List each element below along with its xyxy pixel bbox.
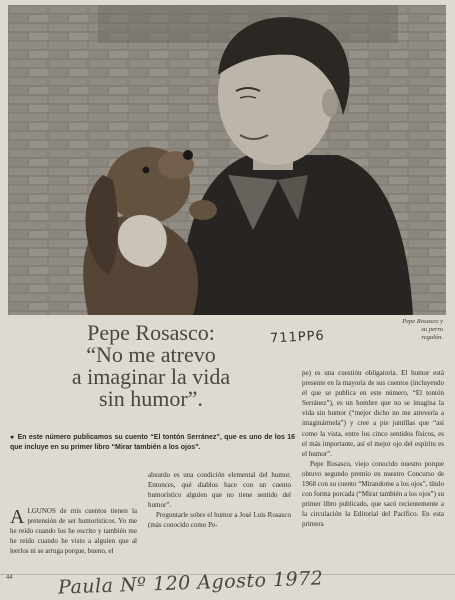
article-headline	[20, 322, 282, 410]
caption-line-3: regalón.	[421, 334, 443, 341]
intro-text: En este número publicamos su cuento “El tontón Serránez”, que es uno de los 16 que incluye en su primer libro “Mirar también a los ojos”.	[10, 434, 295, 451]
page-number: 44	[6, 575, 13, 581]
column-3-paragraph-2: Pepe Rosasco, viejo conocido nuestro porque obtuvo segundo premio en nuestro Concurso de 1968 con su cuento “Mirandome a los ojos”, título con forma porcada (“Mirar también a los ojos”) su primer libro publicado, que sacó recientemente a la circulación la Editorial del Pacífico. En esta primera	[302, 459, 444, 529]
drop-cap: A	[10, 506, 25, 528]
article-intro	[10, 433, 295, 453]
caption-line-1: Pepe Rosasco y	[402, 318, 443, 325]
column-2-paragraph-2: Preguntarle sobre el humor a José Luis Rosasco (más conocido como Pe-	[148, 511, 291, 530]
photo-man-with-dog	[8, 5, 446, 315]
caption-line-2: su perro	[421, 326, 443, 333]
handwritten-catalog-number: 711PP6	[269, 328, 326, 347]
column-3-paragraph-1: pe) es una cuestión obligatoria. El humor está presente en la mayoría de sus cuentos (incluyendo el que se publica en este número, “El tontón Serránez”), es un hombre que no se imagina la vida sin humor (“mejor dicho no me atrevería a imaginármela”) y cree a pie juntillas que “así como la vista, entre los cinco sentidos físicos, es el más importante, así el mejor ojo del espíritu es el humor”.	[302, 369, 444, 458]
headline-line-2: “No me atrevo	[86, 342, 216, 367]
handwritten-source-note: Paula Nº 120 Agosto 1972	[57, 567, 324, 599]
column-2	[148, 470, 291, 531]
photo-caption	[373, 318, 443, 342]
column-1-text: LGUNOS de mis cuentos tienen la pretensión de ser humorísticos. Yo me he reído cuando los he escrito y también me he reído cuando he visto a alguien que al leerlos ni se arruga porque, bueno, el	[10, 507, 137, 556]
column-1	[10, 506, 137, 556]
photo-illustration	[8, 5, 446, 315]
headline-line-3: a imaginar la vida	[71, 364, 231, 389]
bullet-icon: ●	[10, 434, 15, 441]
column-2-paragraph-1: absurdo es una condición elemental del humor. Entonces, qué diablos hace con un cuento humorístico alguien que no tiene sentido del humor”.	[148, 471, 291, 510]
headline-line-1: Pepe Rosasco:	[87, 320, 215, 345]
headline-line-4: sin humor”.	[99, 386, 203, 411]
column-3	[302, 368, 444, 530]
